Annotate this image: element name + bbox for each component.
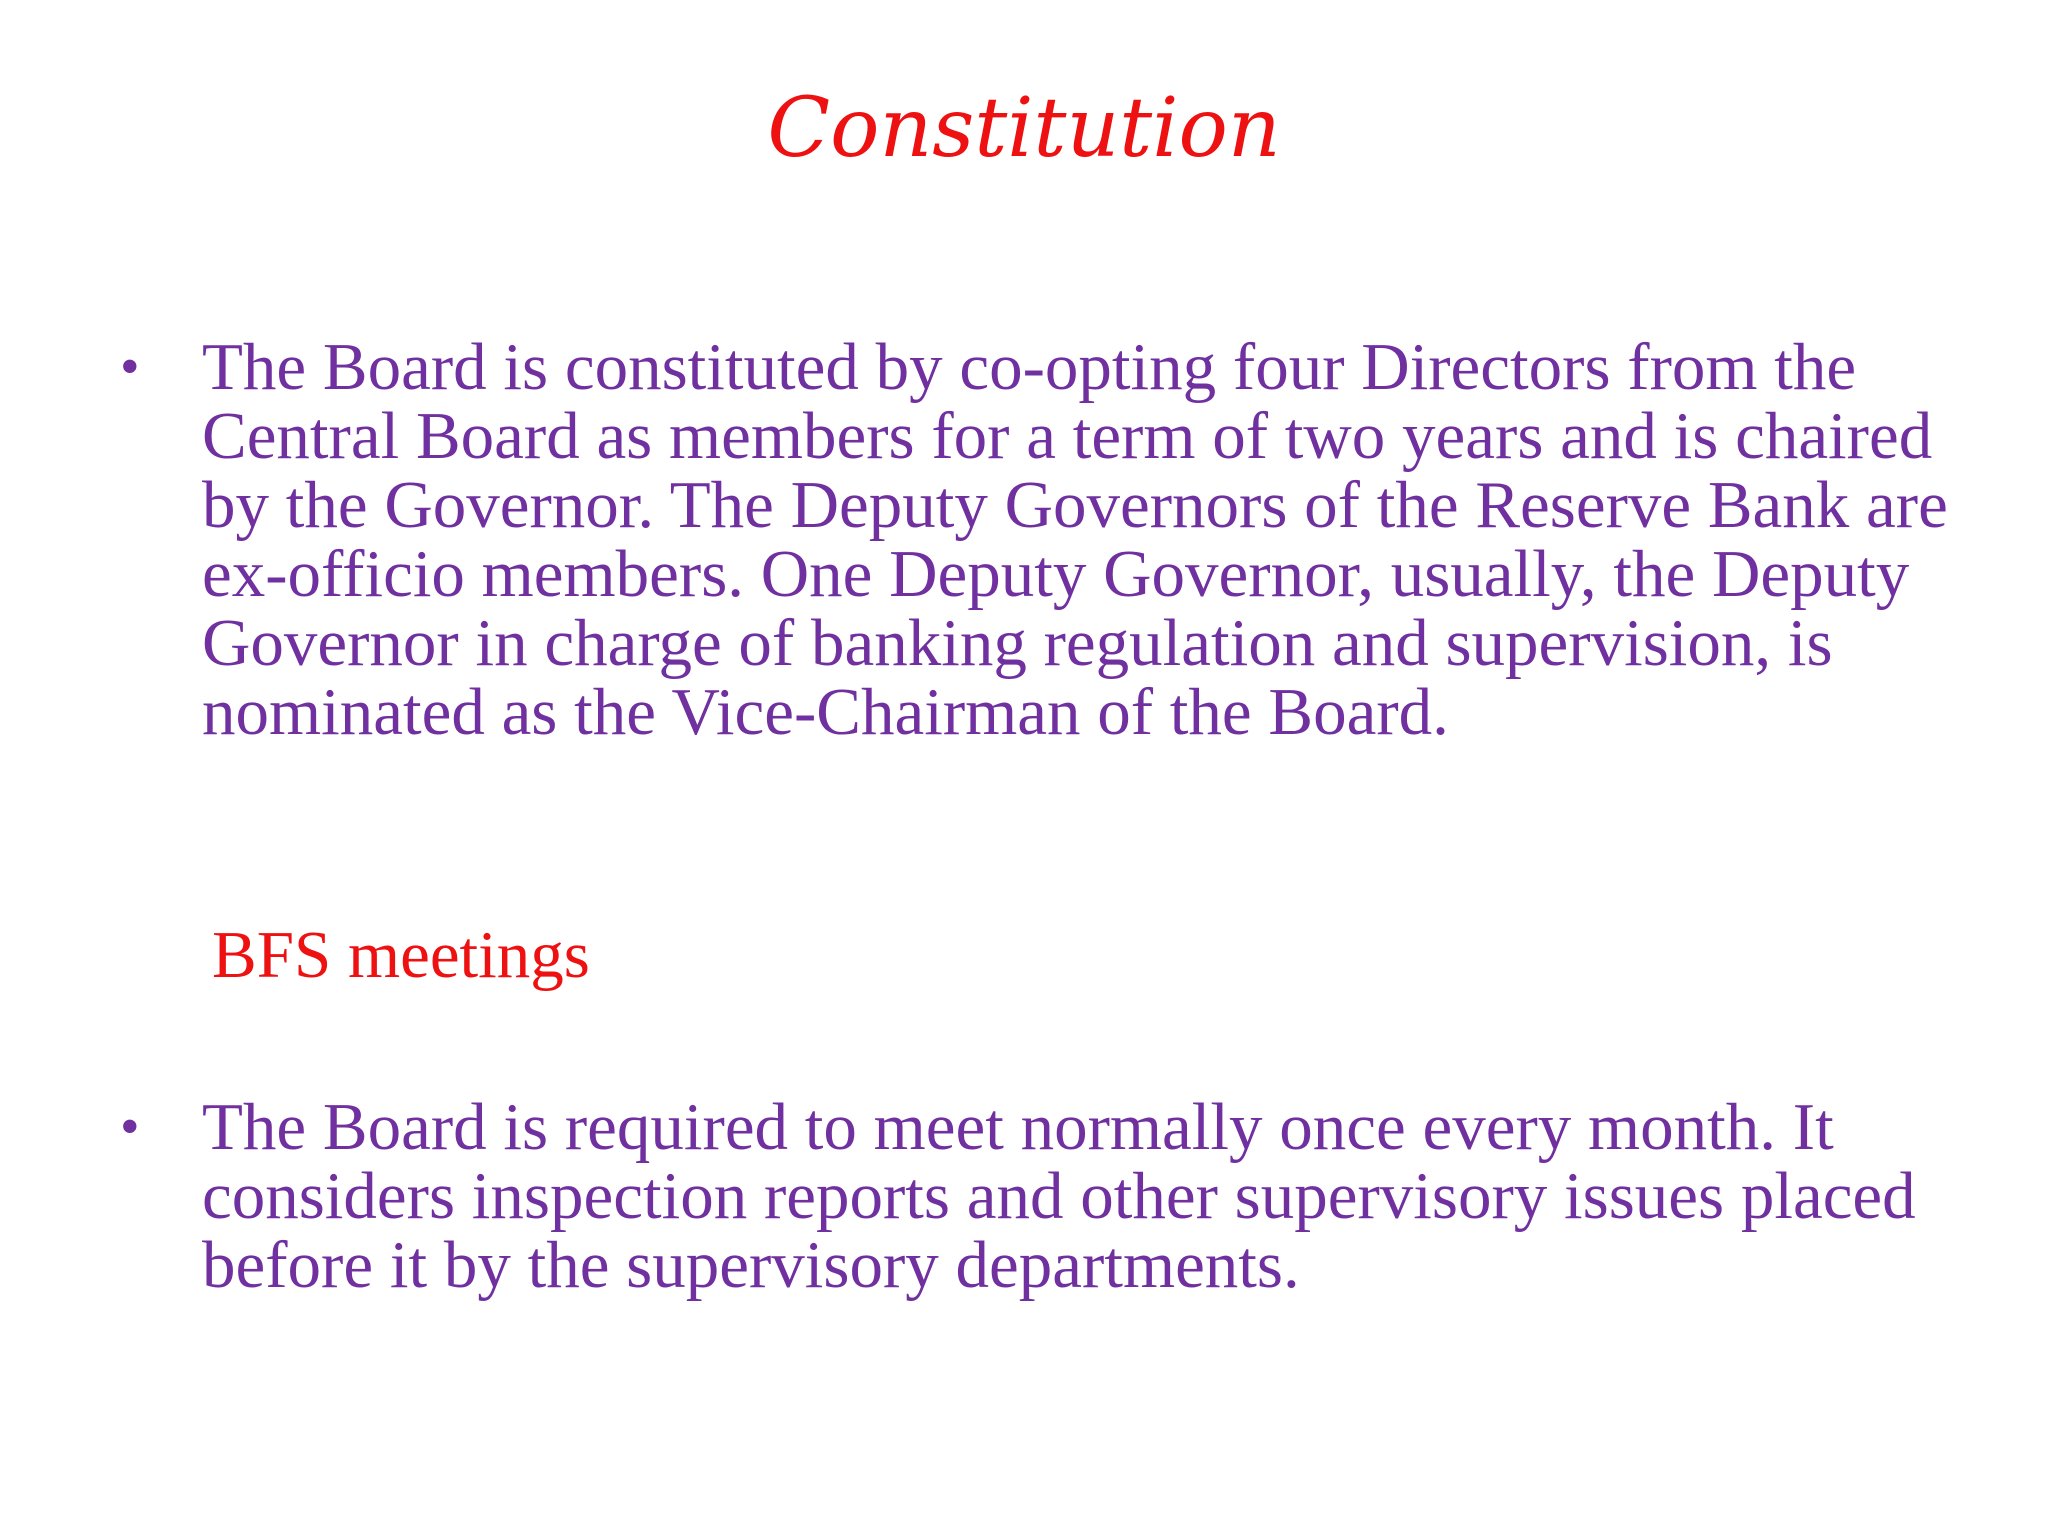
section-subheading: BFS meetings xyxy=(212,918,590,992)
bullet-text: The Board is constituted by co-opting four Directors from the Central Board as members for a term of two years and is chaired by the Governor. The Deputy Governors of the Reserve Bank are ex-officio members. One Deputy Governor, usually, the Deputy Governor in charge of banking regulation and supervision, is nominated as the Vice-Chairman of the Board. xyxy=(202,330,1948,749)
bullet-text: The Board is required to meet normally once every month. It considers inspection reports and other supervisory issues placed before it by the supervisory departments. xyxy=(202,1090,1916,1302)
bullet-dot-icon: • xyxy=(120,1096,140,1158)
slide-title: Constitution xyxy=(767,81,1281,176)
bullet-item-meetings xyxy=(120,1090,1980,1302)
bullet-item-constitution xyxy=(120,330,1980,749)
bullet-dot-icon: • xyxy=(120,336,140,398)
